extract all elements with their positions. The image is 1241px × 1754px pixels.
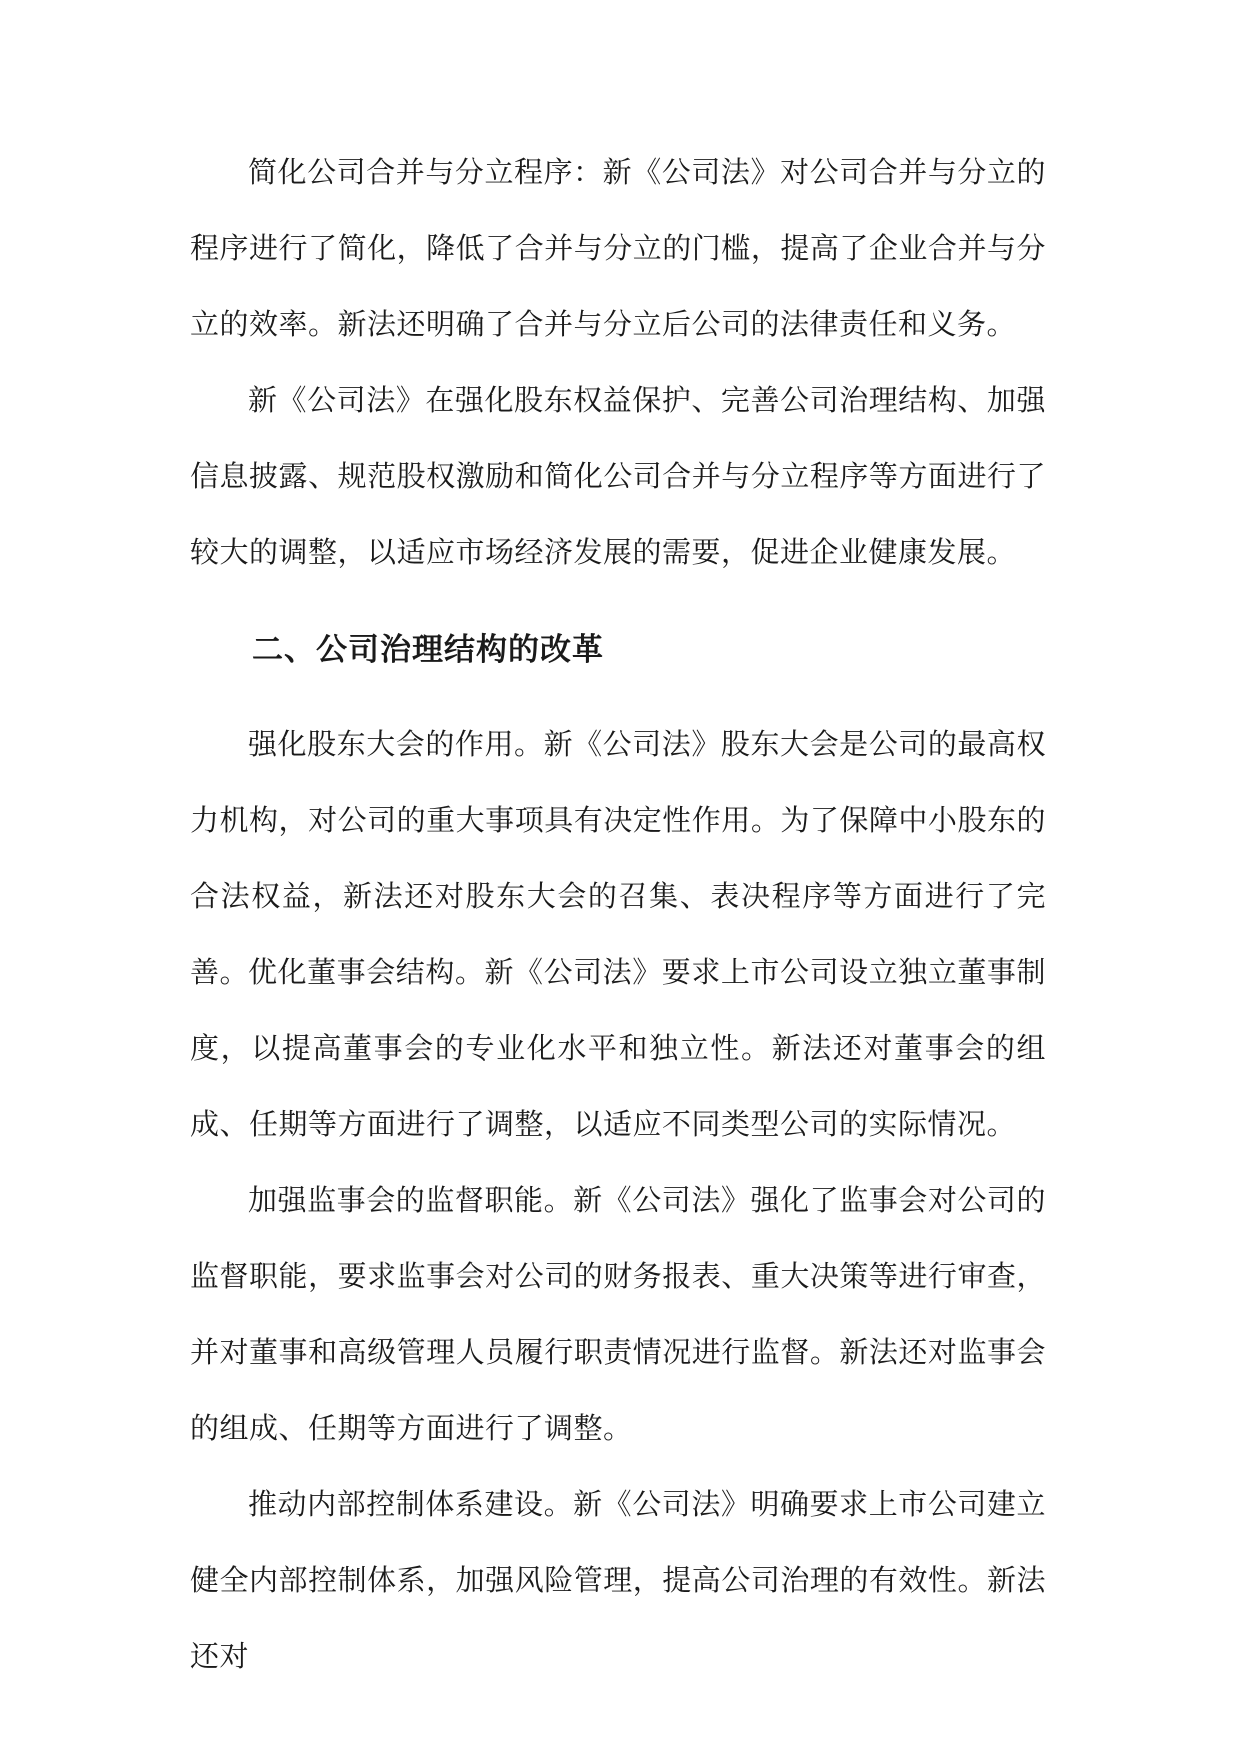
section-heading: 二、公司治理结构的改革 xyxy=(252,632,604,668)
paragraph-board-structure: 优化董事会结构。新《公司法》要求上市公司设立独立董事制度，以提高董事会的专业化水平和独立性。新法还对董事会的组成、任期等方面进行了调整，以适应不同类型公司的实际情况。 xyxy=(190,955,1046,1141)
paragraph-supervisory-board: 加强监事会的监督职能。新《公司法》强化了监事会对公司的监督职能，要求监事会对公司的财务报表、重大决策等进行审查，并对董事和高级管理人员履行职责情况进行监督。新法还对监事会的组成、任期等方面进行了调整。 xyxy=(190,1183,1046,1445)
paragraph-summary: 新《公司法》在强化股东权益保护、完善公司治理结构、加强信息披露、规范股权激励和简化公司合并与分立程序等方面进行了较大的调整，以适应市场经济发展的需要，促进企业健康发展。 xyxy=(190,383,1046,569)
paragraph-internal-control: 推动内部控制体系建设。新《公司法》明确要求上市公司建立健全内部控制体系，加强风险管理，提高公司治理的有效性。新法还对 xyxy=(190,1487,1046,1673)
paragraph-shareholders-meeting: 强化股东大会的作用。新《公司法》股东大会是公司的最高权力机构，对公司的重大事项具有决定性作用。为了保障中小股东的合法权益，新法还对股东大会的召集、表决程序等方面进行了完善。 xyxy=(190,727,1046,989)
paragraph-merger-simplification: 简化公司合并与分立程序：新《公司法》对公司合并与分立的程序进行了简化，降低了合并与分立的门槛，提高了企业合并与分立的效率。新法还明确了合并与分立后公司的法律责任和义务。 xyxy=(190,155,1046,341)
